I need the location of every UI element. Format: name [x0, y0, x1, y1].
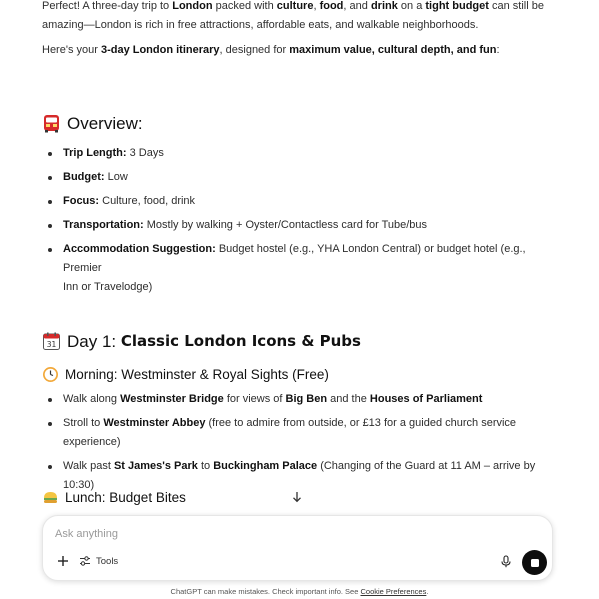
item-text: for views of: [223, 393, 286, 405]
item-text: Walk past: [63, 460, 114, 472]
item-text: Walk along: [63, 393, 121, 405]
intro-text: :: [496, 44, 500, 56]
tools-label: Tools: [96, 555, 119, 567]
item-label: Focus:: [63, 195, 100, 207]
list-item: [42, 390, 562, 409]
prompt-input[interactable]: [55, 525, 475, 543]
intro-bold: 3-day London itinerary: [100, 44, 220, 56]
scroll-to-bottom-button[interactable]: [289, 489, 305, 505]
item-text: Stroll to: [63, 417, 104, 429]
item-value: Budget hostel (e.g., YHA London Central) or budget hotel (e.g., Premier: [63, 243, 526, 274]
day1-heading: [42, 332, 361, 351]
item-label: Trip Length:: [63, 147, 127, 159]
item-text: (free to admire from outside, or £13 for a guided church service: [205, 417, 517, 429]
intro-bold: tight budget: [425, 0, 489, 12]
intro-text: Perfect! A three-day trip to: [42, 0, 173, 12]
arrow-down-icon: [291, 491, 303, 503]
intro-text: on a: [397, 0, 426, 12]
item-text: to: [197, 460, 214, 472]
disclaimer-text: ChatGPT can make mistakes. Check important info. See: [170, 587, 361, 596]
item-text: (Changing of the Guard at 11 AM – arrive by 10:30): [63, 460, 536, 491]
item-value: Culture, food, drink: [99, 195, 196, 207]
list-item: [42, 144, 562, 163]
add-attachment-button[interactable]: [55, 553, 71, 569]
list-item: [42, 168, 562, 187]
intro-bold: drink: [370, 0, 398, 12]
stop-generating-button[interactable]: [522, 550, 547, 575]
message-composer: [42, 515, 553, 581]
list-item: [42, 240, 562, 297]
item-bold: St James's Park: [113, 460, 198, 472]
plus-icon: [57, 555, 69, 567]
item-text: and the: [327, 393, 370, 405]
intro-text: Here's your: [42, 44, 101, 56]
item-text: experience): [63, 436, 121, 448]
disclaimer-footer: [0, 587, 599, 596]
intro-bold: London: [172, 0, 213, 12]
intro-bold: maximum value, cultural depth, and fun: [289, 44, 497, 56]
item-value: Low: [104, 171, 128, 183]
intro-text: ,: [313, 0, 320, 12]
intro-text: , designed for: [219, 44, 290, 56]
item-value: Mostly by walking + Oyster/Contactless card for Tube/bus: [143, 219, 428, 231]
item-bold: Buckingham Palace: [213, 460, 318, 472]
disclaimer-end: .: [426, 587, 429, 596]
overview-title: Overview:: [67, 114, 143, 133]
item-label: Accommodation Suggestion:: [63, 243, 216, 255]
overview-list: [42, 144, 562, 297]
intro-section: [42, 0, 562, 60]
day1-title: Classic London Icons & Pubs: [120, 332, 361, 350]
dictate-button[interactable]: [498, 553, 514, 569]
food-icon: [42, 489, 59, 506]
intro-text: can still be: [488, 0, 544, 12]
cookie-preferences-link[interactable]: Cookie Preferences: [360, 587, 427, 596]
intro-paragraph-2: [42, 41, 562, 60]
item-value: 3 Days: [126, 147, 164, 159]
lunch-title: Lunch: Budget Bites: [65, 490, 186, 505]
item-value: Inn or Travelodge): [63, 281, 153, 293]
lunch-heading: [42, 488, 186, 507]
item-label: Transportation:: [63, 219, 144, 231]
morning-list: [42, 390, 562, 495]
list-item: [42, 216, 562, 235]
morning-heading: [42, 365, 329, 384]
calendar-number: 31: [46, 340, 57, 349]
item-label: Budget:: [63, 171, 105, 183]
microphone-icon: [500, 555, 512, 568]
list-item: [42, 192, 562, 211]
intro-bold: food: [319, 0, 344, 12]
tools-icon: [79, 555, 91, 567]
item-bold: Westminster Bridge: [120, 393, 224, 405]
intro-paragraph-1-cont: amazing—London is rich in free attractions, affordable eats, and walkable neighborhoods.: [42, 19, 479, 31]
intro-text: packed with: [212, 0, 277, 12]
clock-icon: [42, 366, 59, 383]
item-bold: Westminster Abbey: [103, 417, 206, 429]
london-bus-icon: [42, 114, 61, 133]
list-item: [42, 414, 562, 452]
stop-icon: [531, 559, 539, 567]
item-bold: Big Ben: [285, 393, 328, 405]
tools-button[interactable]: [79, 552, 118, 570]
morning-title: Morning: Westminster & Royal Sights (Free): [65, 367, 329, 382]
item-bold: Houses of Parliament: [369, 393, 483, 405]
day1-title-prefix: Day 1:: [67, 332, 121, 351]
calendar-icon: [42, 332, 61, 351]
overview-heading: [42, 114, 143, 133]
intro-paragraph-1: [42, 0, 562, 16]
intro-bold: culture: [276, 0, 314, 12]
intro-text: , and: [343, 0, 371, 12]
